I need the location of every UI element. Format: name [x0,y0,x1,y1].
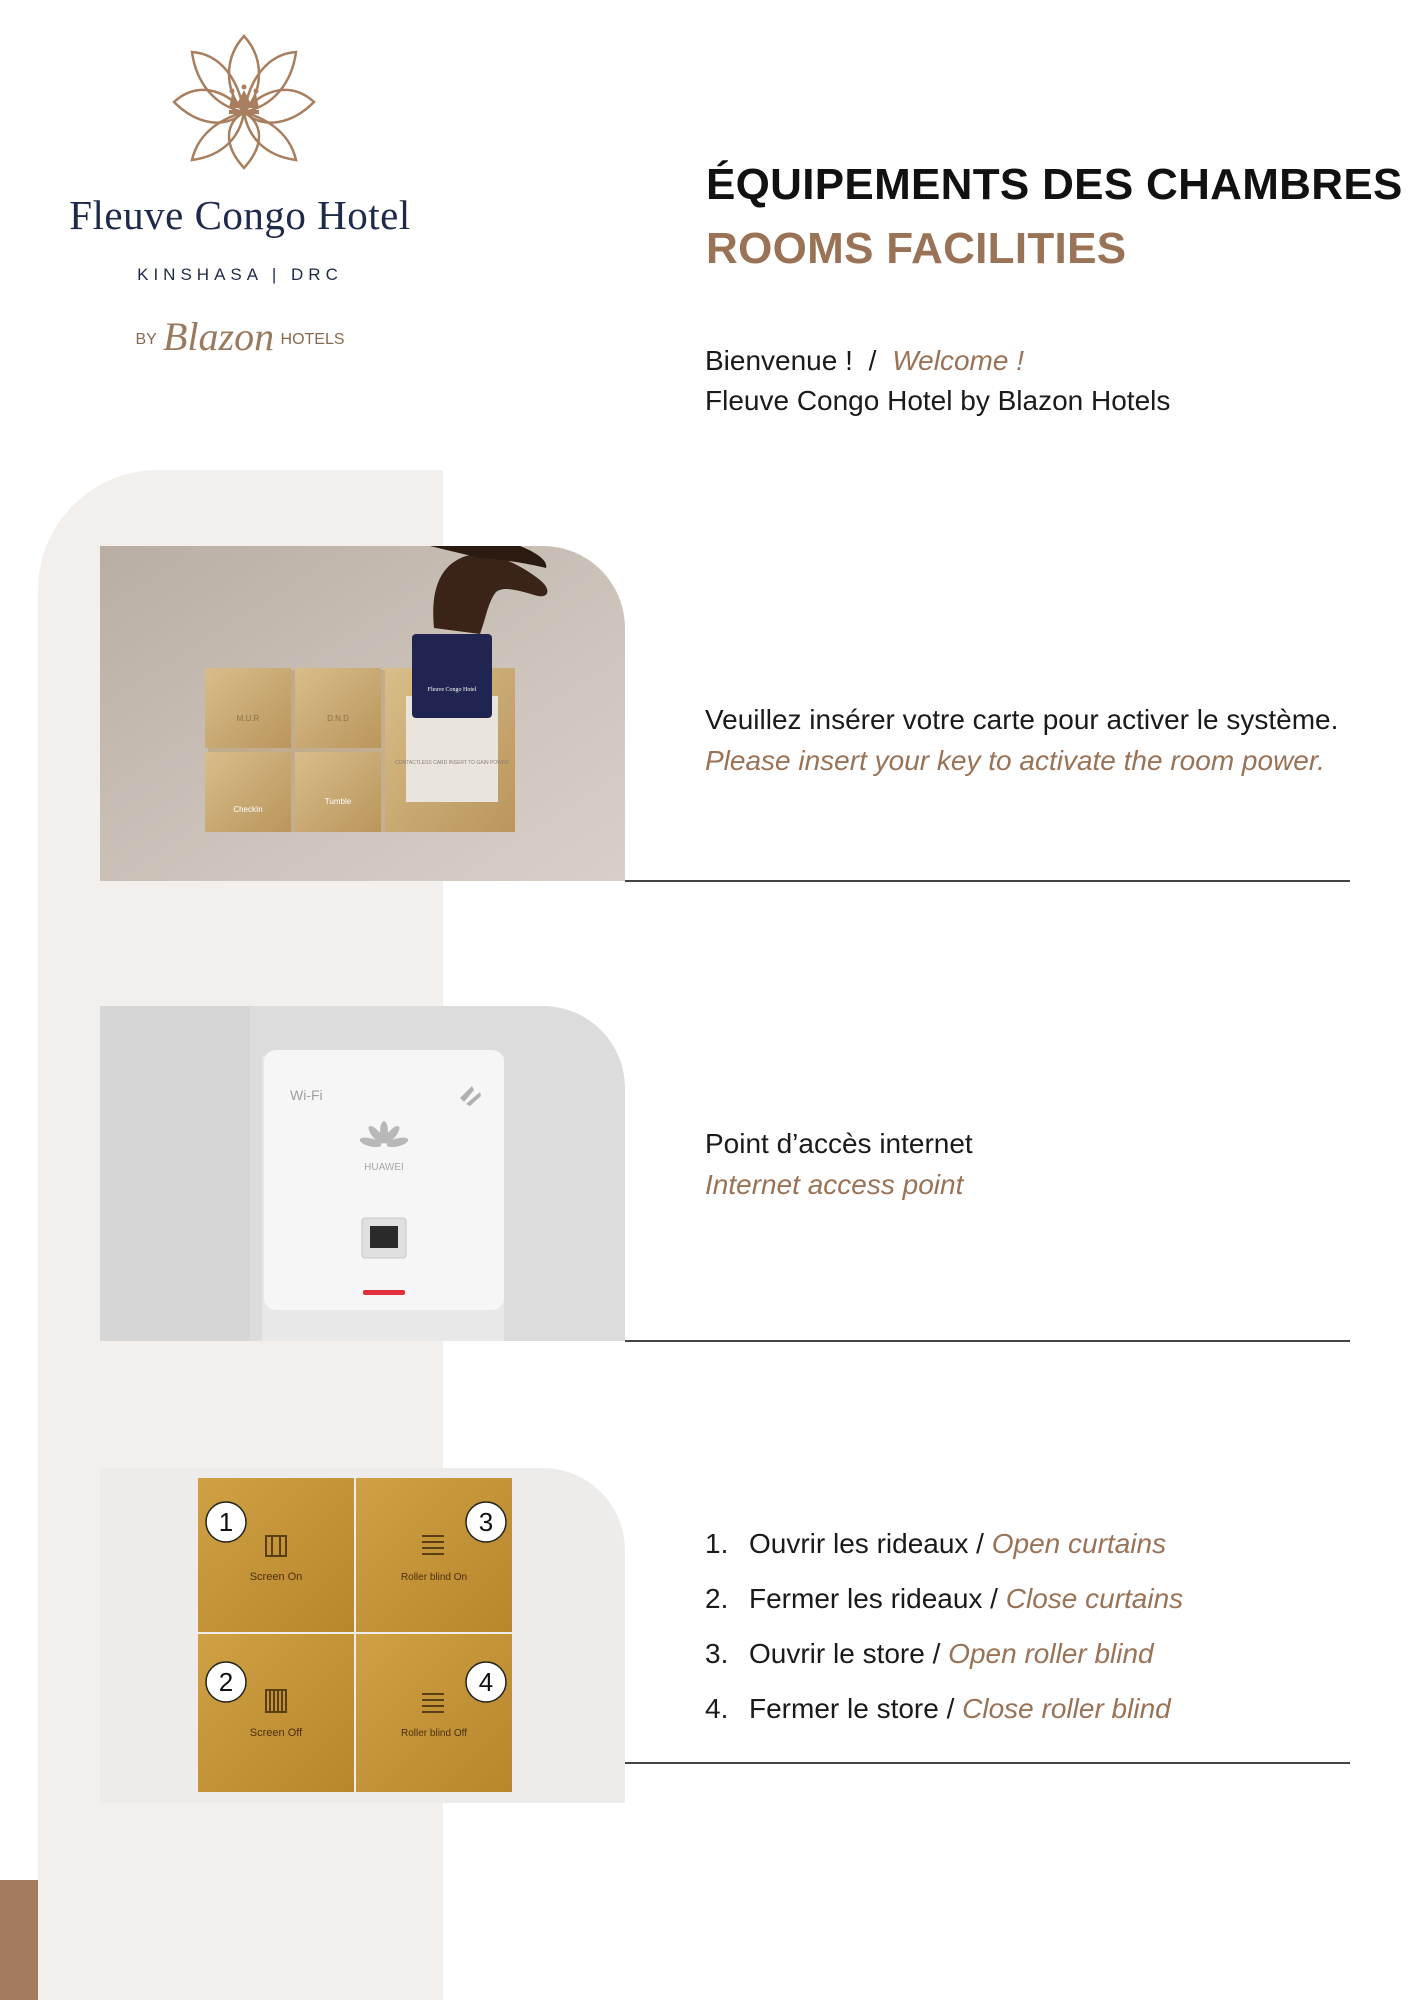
switch-label-checkin: CheckIn [233,805,263,814]
step-en: Close curtains [1005,1583,1184,1614]
lotus-crown-logo-icon [168,28,320,178]
brand-prefix: BY [135,331,157,348]
welcome-subtitle: Fleuve Congo Hotel by Blazon Hotels [705,385,1171,416]
list-item [705,1528,1183,1583]
step-number: 2. [705,1583,729,1614]
hotel-brand-line [40,313,440,360]
keycard-switch-illustration [100,546,625,881]
wifi-access-point-illustration [100,1006,625,1341]
step-number: 1. [705,1528,729,1559]
card-slot-text: CONTACTLESS CARD INSERT TO GAIN POWER [395,760,509,766]
welcome-fr: Bienvenue ! [705,345,853,376]
keycard-instruction-fr: Veuillez insérer votre carte pour activer le système. [705,704,1339,735]
keycard-photo [100,546,625,881]
step-number: 3. [705,1638,729,1669]
step-en: Open roller blind [948,1638,1154,1669]
switch-label-mur: M.U.R [236,714,260,723]
hotel-city: KINSHASA | DRC [137,265,343,284]
wifi-label-fr: Point d’accès internet [705,1128,973,1159]
welcome-line [705,341,1170,381]
brand-label: HUAWEI [364,1162,404,1173]
curtain-steps-list [705,1528,1183,1748]
wifi-label: Wi-Fi [290,1087,323,1103]
step-en: Open curtains [991,1528,1167,1559]
page-title-en: ROOMS FACILITIES [706,224,1127,273]
badge-2: 2 [218,1667,234,1697]
brand-suffix: HOTELS [280,331,345,348]
switch-label-dnd: D.N.D [327,714,349,723]
step-fr: Ouvrir les rideaux / [749,1528,984,1559]
curtain-switch-illustration [100,1468,625,1803]
badge-3: 3 [478,1507,494,1537]
accent-strip [0,1880,38,2000]
step-number: 4. [705,1693,729,1724]
ethernet-port-icon [370,1226,398,1248]
button-label-1: Screen On [249,1571,303,1583]
divider-3 [625,1762,1350,1764]
welcome-separator: / [868,345,877,376]
step-fr: Fermer le store / [749,1693,955,1724]
divider-1 [625,880,1350,882]
list-item [705,1693,1183,1748]
button-label-3: Roller blind On [400,1572,468,1583]
wifi-label-en: Internet access point [705,1169,964,1200]
badge-4: 4 [478,1667,494,1697]
keycard-instruction-en: Please insert your key to activate the room power. [705,745,1325,776]
hotel-logo [40,28,440,368]
status-led [363,1290,405,1295]
hotel-name: Fleuve Congo Hotel [69,192,411,238]
list-item [705,1638,1183,1693]
button-label-4: Roller blind Off [401,1728,467,1739]
step-fr: Ouvrir le store / [749,1638,941,1669]
welcome-block [705,341,1170,421]
step-fr: Fermer les rideaux / [749,1583,998,1614]
badge-1: 1 [218,1507,234,1537]
key-card-name: Fleuve Congo Hotel [427,687,477,693]
curtain-panel-photo [100,1468,625,1803]
brand-script: Blazon [162,314,275,359]
step-en: Close roller blind [962,1693,1171,1724]
welcome-en: Welcome ! [892,345,1024,376]
switch-label-tumble: Tumble [324,797,352,806]
page-title-fr: ÉQUIPEMENTS DES CHAMBRES [706,160,1403,209]
wifi-photo [100,1006,625,1341]
button-label-2: Screen Off [249,1727,303,1739]
list-item [705,1583,1183,1638]
divider-2 [625,1340,1350,1342]
